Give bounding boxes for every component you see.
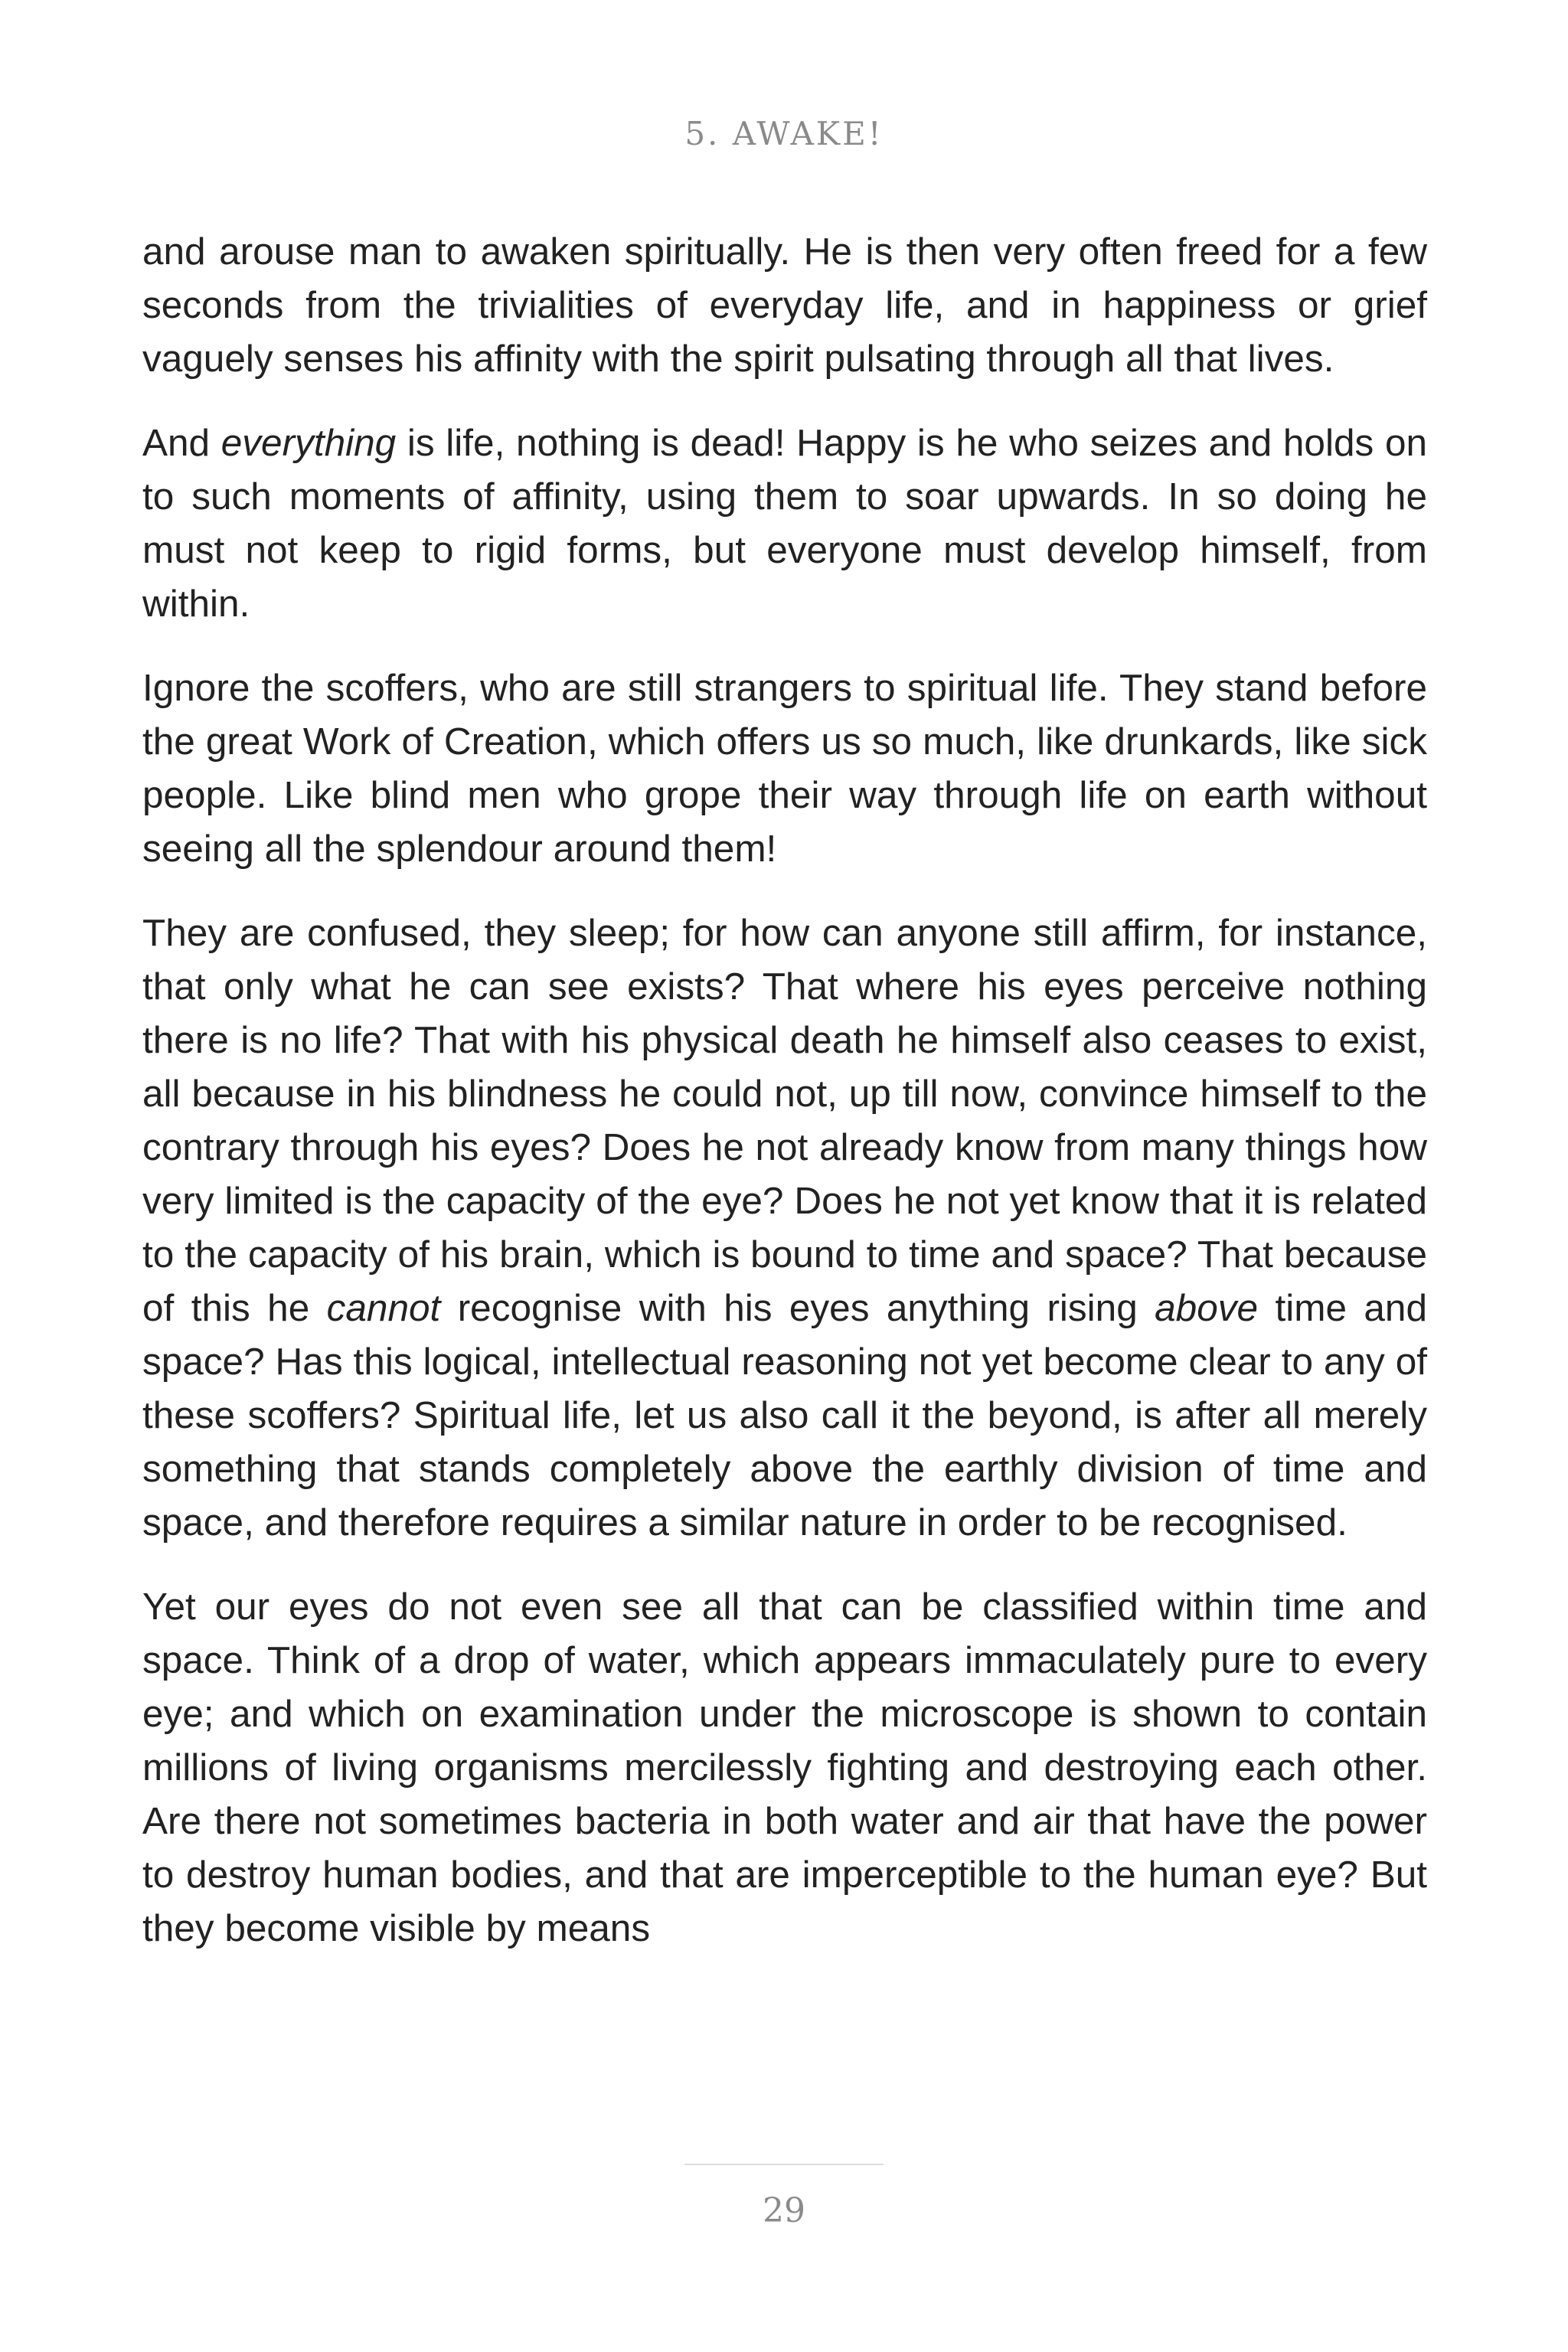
paragraph (142, 662, 1427, 876)
text-run: And (142, 422, 221, 464)
paragraph (142, 1580, 1427, 1955)
paragraph (142, 416, 1427, 631)
text-run: Ignore the scoffers, who are still strangers to spiritual life. They stand before the great Work of Creation, which offers us so much, like drunkards, like sick people. Like blind men who grope their way through life on earth without seeing all the splendour around them! (142, 667, 1427, 870)
text-run: is life, nothing is dead! Happy is he who seizes and holds on to such moments of affinity, using them to soar upwards. In so doing he must not keep to rigid forms, but everyone must develop himself, from within. (142, 422, 1427, 625)
text-run: and arouse man to awaken spiritually. He is then very often freed for a few seconds from the trivialities of everyday life, and in happiness or grief vaguely senses his affinity with the spirit pulsating through all that lives. (142, 230, 1427, 380)
page-number: 29 (763, 2191, 805, 2230)
text-run: time and space? Has this logical, intellectual reasoning not yet become clear to any of these scoffers? Spiritual life, let us also call it the beyond, is after all merely something that stands completely above the earthly division of time and space, and therefore requires a similar nature in order to be recognised. (142, 1287, 1427, 1544)
body-text (142, 225, 1427, 1986)
emphasis-text: everything (220, 422, 397, 464)
paragraph (142, 906, 1427, 1550)
emphasis-text: cannot (326, 1287, 441, 1329)
paragraph (142, 225, 1427, 386)
footer-divider (684, 2164, 884, 2165)
running-head: 5. AWAKE! (684, 115, 884, 152)
emphasis-text: above (1155, 1287, 1259, 1329)
text-run: recognise with his eyes anything rising (440, 1287, 1155, 1329)
text-run: Yet our eyes do not even see all that can be classified within time and space. Think of a drop of water, which appears immaculately pure to every eye; and which on examination under the microscope is shown to contain millions of living organisms mercilessly fighting and destroying each other. Are there not sometimes bacteria in both water and air that have the power to destroy human bodies, and that are imperceptible to the human eye? But they become visible by means (142, 1586, 1427, 1949)
text-run: They are confused, they sleep; for how can anyone still affirm, for instance, that only what he can see exists? That where his eyes perceive nothing there is no life? That with his physical death he himself also ceases to exist, all because in his blindness he could not, up till now, convince himself to the contrary through his eyes? Does he not already know from many things how very limited is the capacity of the eye? Does he not yet know that it is related to the capacity of his brain, which is bound to time and space? That because of this he (142, 912, 1427, 1329)
